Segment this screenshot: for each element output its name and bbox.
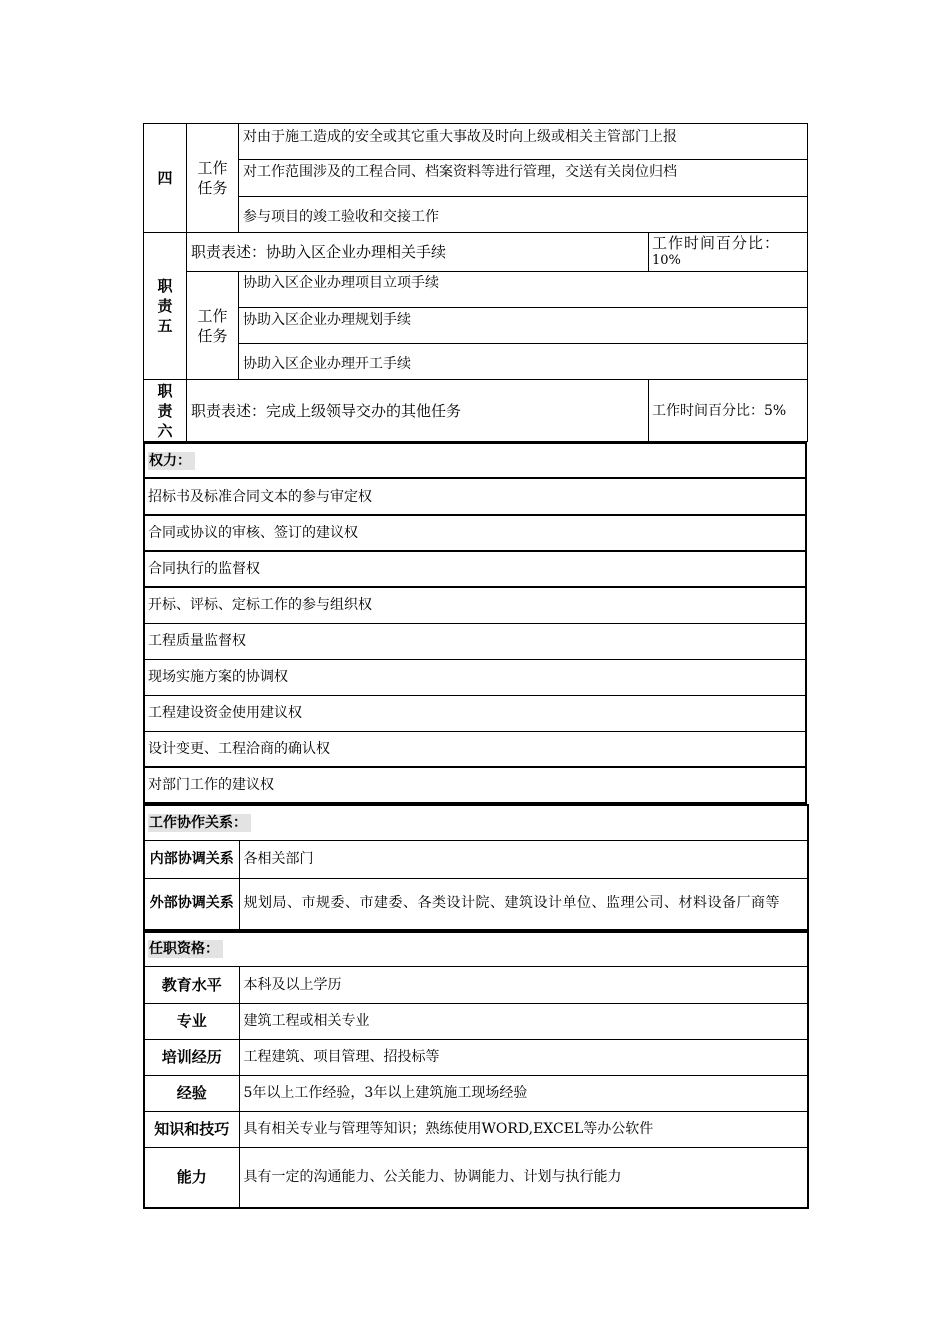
qualification-label-training: 培训经历 <box>144 1039 239 1075</box>
cooperation-title-cell <box>144 805 808 840</box>
duty5-time-cell <box>649 233 808 272</box>
duty5-task-3: 协助入区企业办理开工手续 <box>239 344 808 380</box>
job-description-document <box>143 123 807 1209</box>
authority-row <box>144 695 806 731</box>
authority-row <box>144 515 806 551</box>
qualification-value-education: 本科及以上学历 <box>239 966 808 1003</box>
duty4-task-3: 参与项目的竣工验收和交接工作 <box>239 197 808 233</box>
authority-table <box>143 442 807 804</box>
authority-title: 权力： <box>148 452 195 470</box>
internal-coordination-value: 各相关部门 <box>239 840 808 878</box>
qualification-label-education: 教育水平 <box>144 966 239 1003</box>
duty5-statement: 职责表述：协助入区企业办理相关手续 <box>187 233 649 272</box>
authority-row <box>144 659 806 695</box>
authority-row <box>144 587 806 623</box>
qualification-label-major: 专业 <box>144 1003 239 1039</box>
authority-item-1: 招标书及标准合同文本的参与审定权 <box>144 478 806 515</box>
qualification-table <box>143 931 809 1209</box>
duty6-number: 职责六 <box>144 380 187 442</box>
duty5-task-2: 协助入区企业办理规划手续 <box>239 308 808 344</box>
internal-coordination-label: 内部协调关系 <box>144 840 239 878</box>
qualification-row <box>144 1111 808 1147</box>
duty6-statement: 职责表述：完成上级领导交办的其他任务 <box>187 380 649 442</box>
qualification-title: 任职资格： <box>148 940 223 958</box>
qualification-row <box>144 1039 808 1075</box>
qualification-label-knowledge: 知识和技巧 <box>144 1111 239 1147</box>
authority-item-4: 开标、评标、定标工作的参与组织权 <box>144 587 806 623</box>
authority-item-2: 合同或协议的审核、签订的建议权 <box>144 515 806 551</box>
authority-item-9: 对部门工作的建议权 <box>144 767 806 803</box>
qualification-value-training: 工程建筑、项目管理、招投标等 <box>239 1039 808 1075</box>
duty4-task-2: 对工作范围涉及的工程合同、档案资料等进行管理，交送有关岗位归档 <box>239 160 808 197</box>
authority-title-cell <box>144 443 806 478</box>
qualification-value-knowledge: 具有相关专业与管理等知识；熟练使用WORD,EXCEL等办公软件 <box>239 1111 808 1147</box>
external-coordination-value: 规划局、市规委、市建委、各类设计院、建筑设计单位、监理公司、材料设备厂商等 <box>239 878 808 930</box>
authority-item-6: 现场实施方案的协调权 <box>144 659 806 695</box>
qualification-value-experience: 5年以上工作经验，3年以上建筑施工现场经验 <box>239 1075 808 1111</box>
authority-row <box>144 623 806 659</box>
duty4-number: 四 <box>144 124 187 233</box>
qualification-row <box>144 966 808 1003</box>
duty5-number: 职责五 <box>144 233 187 380</box>
external-coordination-label: 外部协调关系 <box>144 878 239 930</box>
duty5-time-label: 工作时间百分比： <box>652 234 781 252</box>
duties-table <box>143 123 808 442</box>
qualification-row <box>144 1147 808 1208</box>
authority-row <box>144 551 806 587</box>
duty5-task-1: 协助入区企业办理项目立项手续 <box>239 272 808 308</box>
qualification-row <box>144 1075 808 1111</box>
authority-row <box>144 767 806 803</box>
duty6-time-label: 工作时间百分比：5% <box>649 380 808 442</box>
cooperation-title: 工作协作关系： <box>148 814 251 832</box>
qualification-label-ability: 能力 <box>144 1147 239 1208</box>
duty4-task-1: 对由于施工造成的安全或其它重大事故及时向上级或相关主管部门上报 <box>239 124 808 160</box>
duty4-task-label: 工作任务 <box>187 124 239 233</box>
qualification-row <box>144 1003 808 1039</box>
cooperation-table <box>143 804 809 931</box>
qualification-title-cell <box>144 932 808 966</box>
duty5-time-value: 10% <box>652 253 681 268</box>
authority-item-5: 工程质量监督权 <box>144 623 806 659</box>
qualification-value-ability: 具有一定的沟通能力、公关能力、协调能力、计划与执行能力 <box>239 1147 808 1208</box>
authority-row <box>144 731 806 767</box>
qualification-label-experience: 经验 <box>144 1075 239 1111</box>
authority-item-7: 工程建设资金使用建议权 <box>144 695 806 731</box>
qualification-value-major: 建筑工程或相关专业 <box>239 1003 808 1039</box>
authority-row <box>144 478 806 515</box>
authority-item-8: 设计变更、工程洽商的确认权 <box>144 731 806 767</box>
duty5-task-label: 工作任务 <box>187 272 239 380</box>
authority-item-3: 合同执行的监督权 <box>144 551 806 587</box>
